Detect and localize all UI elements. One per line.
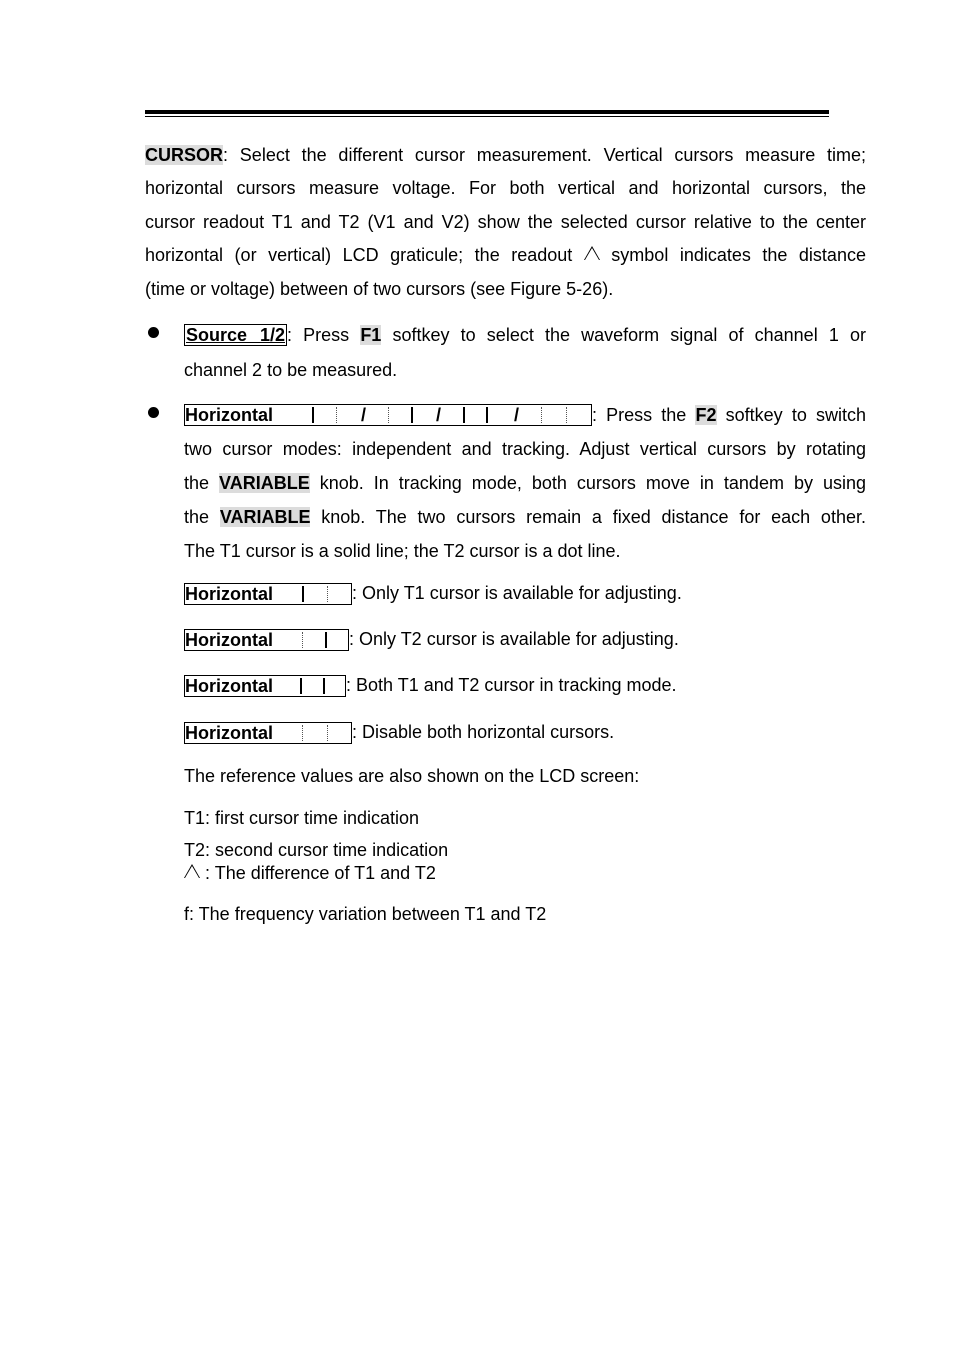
f2-key: F2	[695, 405, 717, 425]
header-rule	[145, 110, 829, 114]
mode-row-t1: Horizontal : Only T1 cursor is available for adjusting.	[185, 583, 682, 605]
solid-cursor-icon	[312, 407, 314, 423]
mode-row-t2: Horizontal : Only T2 cursor is available for adjusting.	[185, 629, 679, 651]
horizontal-t1-label: Horizontal	[184, 583, 352, 605]
horizontal-tracking-label: Horizontal	[184, 675, 346, 697]
header-rule-thin	[145, 116, 829, 117]
solid-cursor-icon	[325, 632, 327, 648]
bullet-dot	[148, 407, 159, 418]
cursor-keyword: CURSOR	[145, 145, 224, 165]
bullet-dot	[148, 327, 159, 338]
solid-cursor-icon	[463, 407, 465, 423]
variable-knob-label: VARIABLE	[219, 507, 311, 527]
f1-key: F1	[360, 325, 382, 345]
solid-cursor-icon	[323, 678, 325, 694]
source-softkey-label: Source 1/2	[186, 325, 285, 346]
delta-icon	[184, 864, 200, 878]
dotted-cursor-icon	[327, 586, 328, 602]
solid-cursor-icon	[411, 407, 413, 423]
dotted-cursor-icon	[327, 725, 328, 741]
solid-cursor-icon	[302, 586, 304, 602]
dotted-cursor-icon	[541, 407, 542, 423]
reference-intro: The reference values are also shown on the LCD screen:	[184, 766, 640, 786]
cursor-intro-paragraph: CURSOR: Select the different cursor measurement. Vertical cursors measure time; horizontal cursors measure voltage. For both vertical and horizontal cursors, the cursor readout T1 and T2 (V1 and V2) show the selected cursor relative to the center horizontal (or vertical) LCD graticule; the readout symbol indicates the distance (time or voltage) between of two cursors (see Figure 5-26).	[145, 145, 866, 299]
solid-cursor-icon	[300, 678, 302, 694]
dotted-cursor-icon	[302, 632, 303, 648]
mode-row-tracking: Horizontal : Both T1 and T2 cursor in tracking mode.	[185, 675, 677, 697]
delta-icon	[584, 246, 600, 260]
reference-delta: : The difference of T1 and T2	[184, 863, 436, 884]
dotted-cursor-icon	[336, 407, 337, 423]
dotted-cursor-icon	[302, 725, 303, 741]
variable-knob-label: VARIABLE	[219, 473, 310, 493]
horizontal-disable-label: Horizontal	[184, 722, 352, 744]
horizontal-softkey-label: Horizontal / / /	[184, 404, 592, 426]
dotted-cursor-icon	[388, 407, 389, 423]
reference-f: f: The frequency variation between T1 and T2	[184, 904, 547, 924]
reference-t1: T1: first cursor time indication	[184, 808, 420, 828]
horizontal-t2-label: Horizontal	[184, 629, 349, 651]
mode-row-disable: Horizontal : Disable both horizontal cursors.	[185, 722, 615, 744]
reference-t2: T2: second cursor time indication	[184, 840, 449, 860]
dotted-cursor-icon	[566, 407, 567, 423]
solid-cursor-icon	[486, 407, 488, 423]
